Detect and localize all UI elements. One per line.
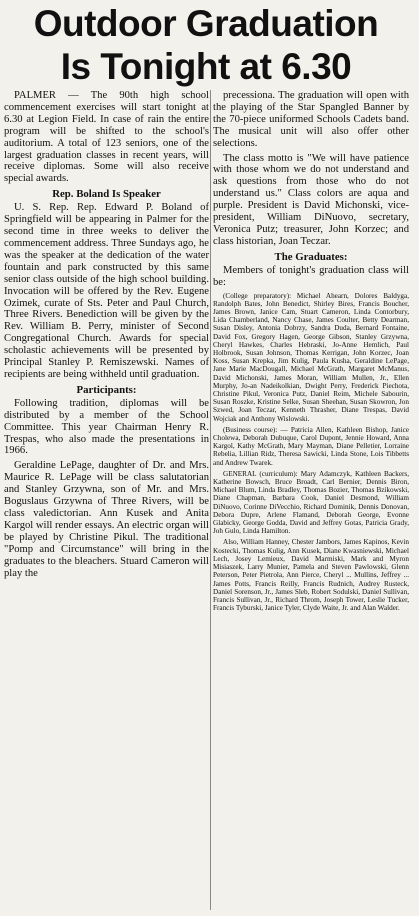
headline-line-1: Outdoor Graduation xyxy=(33,3,379,44)
graduates-intro: Members of tonight's graduation class will be: xyxy=(213,264,409,288)
roster-general: GENERAL (curriculum): Mary Adamczyk, Kathleen Backers, Katherine Bowsch, Bruce Broadt, Carl Bernier, Dennis Biron, Michael Blum, Linda Bradley, Thomas Bozier, Thomas Bzikowski, Diane Chapman, Barbara Cook, Daniel Desmond, William DiNuovo, Corinne DiVecchio, Richard Dominik, Dennis Donovan, Debora Dupre, Arlene Flamand, Deborah George, Evonne Glabicky, George Godda, David and Jeffrey Gotas, Patricia Grady, Joh Gulo, Linda Hamilton. xyxy=(213,469,409,536)
subhead-graduates: The Graduates: xyxy=(274,250,348,263)
headline xyxy=(0,2,412,88)
speaker-paragraph: U. S. Rep. Rep. Edward P. Boland of Springfield will be appearing in Palmer for the second time in three weeks to deliver the commencement address. Three Sundays ago, he was the speaker at the dedication of the water fountain and park constructed by this same senior class outside of the high school building. Invocation will be offered by the Rev. Eugene Ozimek, curate of Sts. Peter and Paul Church, Three Rivers. Benediction will be given by the Rev. William B. Perry, minister of Second Congregational Church. Awards for special scholastic achievements will be presented by Principal Stanley P. Remiszewski. Names of recipients are being withheld until graduation. xyxy=(4,202,209,380)
article-column-right xyxy=(213,90,409,615)
column-divider xyxy=(210,90,211,910)
headline-line-2: Is Tonight at 6.30 xyxy=(60,46,352,87)
honors-paragraph: Geraldine LePage, daughter of Dr. and Mrs. Maurice R. LePage will be class salutatorian and Stanley Grzywna, son of Mr. and Mrs. Boguslaus Grzywna of Three Rivers, will be class valedictorian. Ann Kusek and Anita Kargol will render essays. An electric organ will be played by Christine Pikul. The traditional "Pomp and Circumstance" will bring in the graduates to the bleachers. Stuard Cameron will play the xyxy=(4,460,209,579)
subhead-participants: Participants: xyxy=(76,383,137,396)
roster-college-prep: (College preparatory): Michael Ahearn, Dolores Baldyga, Randolph Bates, John Benedict, Shirley Bires, Francis Boucher, James Brown, Janice Cam, Stuart Cameron, Linda Contorbury, Lida Chamberland, Nancy Chase, James Coulter, Betty Dearman, Susan Disley, Antonia Dobrzy, Sandra Duda, Bernard Fontaine, David Fox, Gregory Hagen, George Gibson, Stanley Grzywna, Cheryl Hawkes, Charles Hebraski, Jo-Anne Hemlich, Paul Holbrook, Susan Johnson, Thomas Kerrigan, John Korzec, Joan Koss, Susan Krepka, Jim Kulig, Paula Kusha, Geraldine LePage, Jane Marie MacDougall, Michael McGrath, Margaret McManus, David Michonski, James Moran, William Mullen, Jr., Ellen Murphy, Jo-an Nadeikolkian, Dwight Perry, Frederick Piechota, Christine Pikul, Veronica Putz, Daniel Reim, Michele Sabourin, Susan Roszke, Kristine Selke, Susan Sheehan, Susan Skowron, Jon Szwed, Joan Teczar, Kenneth Thrasher, Diane Trespas, David Wojciak and Anthony Wislowski. xyxy=(213,291,409,423)
roster-business: (Business course): — Patricia Allen, Kathleen Bishop, Janice Cholewa, Deborah Dubuque, Carol Dupont, Jennie Howard, Anna Kargol, Kathy McGrath, Mary Mayman, Diane Pelletier, Lorraine Rebelia, Lillian Ridz, Theresa Sawicki, Linda Stone, Lois Tibbetts and Andrew Twarek. xyxy=(213,425,409,467)
lead-paragraph: PALMER — The 90th high school commencement exercises will start tonight at 6.30 at Legion Field. In case of rain the entire program will be shifted to the school's auditorium. A total of 123 seniors, one of the largest graduation classes in recent years, will receive diplomas. Some will also receive special awards. xyxy=(4,90,209,185)
graduate-roster xyxy=(213,292,409,613)
motto-paragraph: The class motto is "We will have patience with those whom we do not understand and ask questions from those who do not understand us." Class colors are aqua and purple. President is David Michonski, vice-president, William DiNuovo, secretary, Veronica Putz; treasurer, John Korzec; and class historian, Joan Teczar. xyxy=(213,152,409,247)
diplomas-paragraph: Following tradition, diplomas will be distributed by a member of the School Committee. This year Chairman Henry R. Trespas, who also made the presentations in 1966. xyxy=(4,397,209,457)
subhead-speaker: Rep. Boland Is Speaker xyxy=(52,188,161,201)
article-column-left xyxy=(4,90,209,582)
processional-paragraph: precessiona. The graduation will open with the playing of the Star Spangled Banner by the 70-piece uniformed Schools Cadets band. The musical unit will also offer other selections. xyxy=(213,90,409,149)
roster-also: Also, William Hanney, Chester Jambors, James Kapinos, Kevin Kostecki, Thomas Kulig, Ann Kusek, Diane Kwasniewski, Michael Lech, Josey Lemieux, David Marmiski, Mark and Myron Misiaszek, Larry Munier, Pamela and Steven Pawlowski, Glenn Peterson, Peter Pietrola, Ann Pierce, Cheryl ... Mullins, Jeffrey ... James Potts, Francis Reilly, Francis Rudnich, Audrey Rusteck, Daniel Sorenson, Jr., James Sleb, Robert Sodulski, Daniel Sullivan, Francis Sullivan, Jr., Richard Throm, Joseph Tower, Leslie Tucker, Francis Tyburski, Janice Tyler, Clyde Waite, Jr. and Alan Walder. xyxy=(213,538,409,613)
